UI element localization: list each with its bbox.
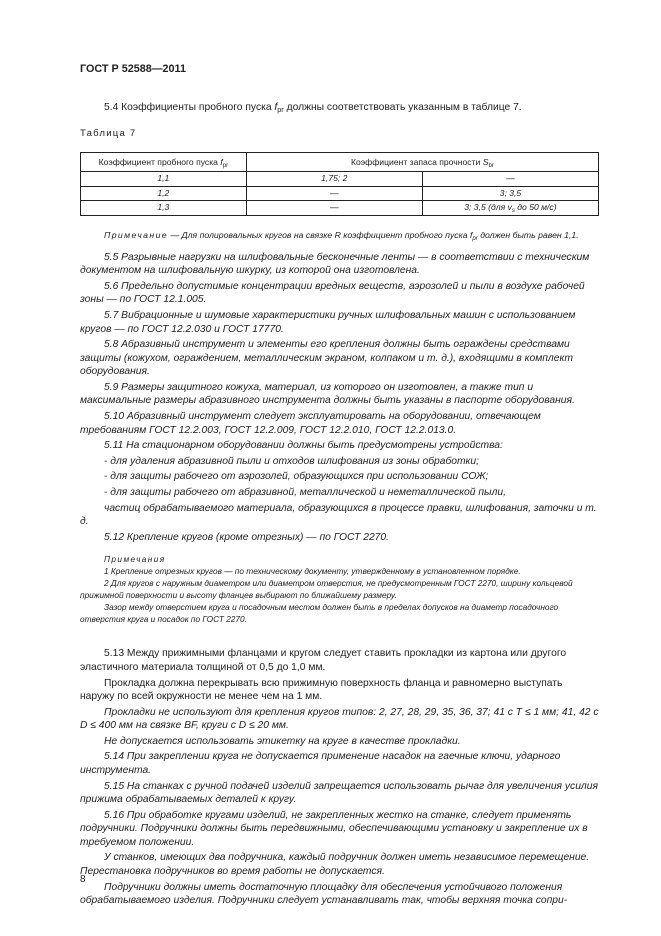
intro-symbol-sub: pr (277, 105, 284, 115)
table-cell: — (422, 172, 598, 186)
table-cell: 1,1 (81, 172, 247, 186)
table-row (81, 201, 599, 215)
table-cell: 1,3 (81, 201, 247, 215)
table-row (81, 172, 599, 186)
paragraph: Прокладки не используют для крепления кругов типов: 2, 27, 28, 29, 35, 36, 37; 41 с T ≤ 1 мм; 41, 42 с D ≤ 400 мм на связке BF, круги с D ≤ 20 мм. (80, 706, 599, 732)
table-7 (80, 152, 599, 215)
cell-sub: s (511, 208, 515, 215)
paragraph-5-4 (80, 101, 599, 115)
paragraph-5-9: 5.9 Размеры защитного кожуха, материал, из которого он изготовлен, а также тип и максимальные размеры абразивного инструмента должны быть указаны в паспорте оборудования. (80, 381, 575, 407)
col2-header-text: Коэффициент запаса прочности (350, 156, 483, 167)
paragraph: Подручники должны иметь достаточную площадку для обеспечения устойчивого положения обрабатываемого изделия. Подручники следует устанавливать так, чтобы верхняя точка сопри- (80, 881, 568, 907)
paragraph-5-13: 5.13 Между прижимными фланцами и кругом следует ставить прокладки из картона или другого эластичного материала толщиной от 0,5 до 1,0 мм. (80, 648, 567, 673)
col1-header-symbol: f (220, 156, 223, 167)
col2-header-symbol: S (482, 156, 489, 167)
note-symbol: f (470, 229, 473, 240)
table-cell: 3; 3,5 (422, 186, 598, 200)
table-header-cell (246, 153, 598, 172)
table-cell: — (246, 186, 422, 200)
paragraph-5-14: 5.14 При закреплении круга не допускается применение насадок на гаечные ключи, ударного инструмента. (80, 751, 561, 776)
paragraph-5-11: 5.11 На стационарном оборудовании должны быть предусмотрены устройства: (104, 440, 503, 452)
note-text-end: должен быть равен 1,1. (477, 229, 579, 240)
col1-header-text: Коэффициент пробного пуска (98, 156, 221, 167)
paragraph-5-6: 5.6 Предельно допустимые концентрации вредных веществ, аэрозолей и пыли в воздухе рабочей зоны — по ГОСТ 12.1.005. (80, 280, 585, 306)
table-cell: 1,2 (81, 186, 247, 200)
note-item: 1 Крепление отрезных кругов — по техническому документу, утвержденному в установленном порядке. (104, 566, 521, 577)
table-cell: 1,75; 2 (246, 172, 422, 186)
table-caption: Таблица 7 (80, 127, 137, 139)
table-cell: — (246, 201, 422, 215)
page-number: 8 (80, 874, 86, 885)
col2-header-sub: br (488, 162, 494, 169)
table-row (81, 186, 599, 200)
notes-block (80, 553, 599, 625)
table-header-cell (81, 153, 247, 172)
note-item: 2 Для кругов с наружным диаметром или диаметром отверстия, не предусмотренным ГОСТ 2270, ширину кольцевой прижимной поверхности и высоту фланцев выбирают по ближайшему размеру. (80, 578, 573, 601)
paragraph-5-16: 5.16 При обработке кругами изделий, не закрепленных жестко на станке, следует применять подручники. Подручники должны быть передвижными, обеспечивающими установку и закрепление их в требуемом положении. (80, 809, 588, 848)
note-text: — Для полировальных кругов на связке R коэффициент пробного пуска (168, 229, 470, 240)
paragraph: Не допускается использовать этикетку на круге в качестве прокладки. (104, 735, 461, 747)
document-header: ГОСТ Р 52588—2011 (80, 63, 186, 75)
intro-after: должны соответствовать указанным в таблице 7. (283, 102, 522, 114)
paragraph-5-15: 5.15 На станках с ручной подачей изделий запрещается использовать рычаг для увеличения усилия прижима обрабатываемых деталей к кругу. (80, 780, 598, 806)
paragraph: У станков, имеющих два подручника, каждый подручник должен иметь независимое перемещение. Перестановка подручников во время работы не допускается. (80, 852, 590, 878)
intro-symbol: f (274, 102, 278, 114)
table-header-row (81, 153, 599, 172)
list-item: - для удаления абразивной пыли и отходов шлифования из зоны обработки; (104, 455, 479, 467)
table-cell (422, 201, 598, 215)
paragraph: Прокладка должна перекрывать всю прижимную поверхность фланца и равномерно выступать наружу по всей окружности не менее чем на 1 мм. (80, 677, 563, 703)
notes-label: Примечания (104, 554, 166, 565)
list-item: - для защиты рабочего от абразивной, металлической и неметаллической пыли, (104, 486, 507, 498)
note-sub: pr (472, 234, 478, 242)
paragraph-5-5: 5.5 Разрывные нагрузки на шлифовальные бесконечные ленты — в соответствии с техническим документом на шлифовальную шкурку, из которой она изготовлена. (80, 251, 590, 277)
paragraph-5-10: 5.10 Абразивный инструмент следует эксплуатировать на оборудовании, отвечающем требованиям ГОСТ 12.2.003, ГОСТ 12.2.009, ГОСТ 12.2.010, ГОСТ 12.2.013.0. (80, 411, 541, 436)
list-item: частиц обрабатываемого материала, образующихся в процессе правки, шлифования, заточки и т. д. (80, 502, 597, 528)
paragraph-5-8: 5.8 Абразивный инструмент и элементы его крепления должны быть ограждены средствами защиты (кожухом, ограждением, металлическим экраном, колпаком и т. д.), входящими в комплект оборудования. (80, 339, 574, 378)
col1-header-sub: pr (222, 162, 229, 169)
paragraph-5-7: 5.7 Вибрационные и шумовые характеристики ручных шлифовальных машин с использованием кругов — по ГОСТ 12.2.030 и ГОСТ 17770. (80, 310, 576, 335)
note-item: Зазор между отверстием круга и посадочным местом должен быть в пределах допусков на диаметр посадочного отверстия круга и посадок по ГОСТ 2270. (80, 602, 559, 625)
list-item: - для защиты рабочего от аэрозолей, образующихся при использовании СОЖ; (104, 471, 489, 483)
cell-text: 3; 3,5 (для v (464, 202, 512, 213)
note-label: Примечание (104, 229, 169, 240)
paragraph-5-12: 5.12 Крепление кругов (кроме отрезных) — по ГОСТ 2270. (104, 531, 389, 543)
cell-text-end: до 50 м/с) (514, 202, 557, 213)
table-note (80, 229, 599, 241)
intro-before: 5.4 Коэффициенты пробного пуска (104, 102, 275, 114)
